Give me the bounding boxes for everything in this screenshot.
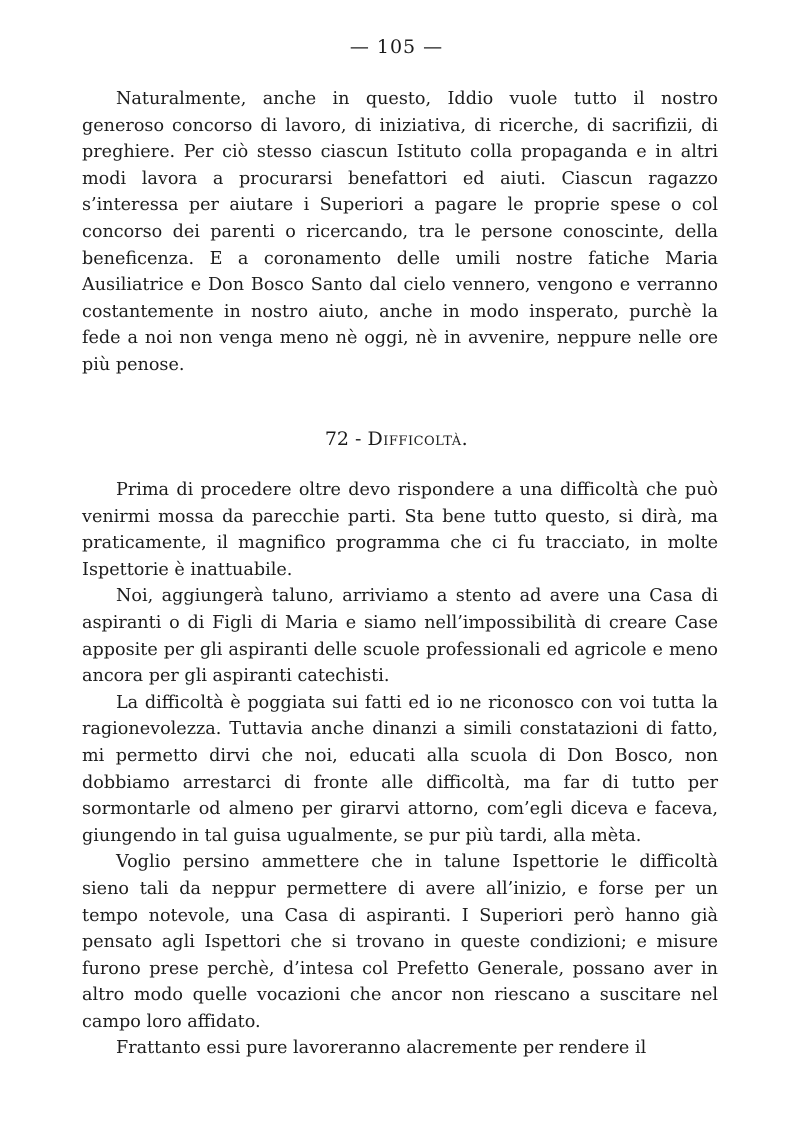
section-number: 72 - [324, 428, 362, 450]
text-block-bottom [82, 477, 718, 1062]
text-block-top [82, 86, 718, 379]
section-heading [0, 428, 793, 450]
paragraph: Prima di procedere oltre devo rispondere a una difficoltà che può venirmi mossa da parecchie parti. Sta bene tutto questo, si dirà, ma praticamente, il magnifico programma che ci fu tracciato, in molte Ispettorie è inattuabile. [82, 480, 718, 580]
paragraph: Frattanto essi pure lavoreranno alacremente per rendere il [116, 1038, 647, 1059]
paragraph: Naturalmente, anche in questo, Iddio vuole tutto il nostro generoso concorso di lavoro, di iniziativa, di ricerche, di sacrifizii, di preghiere. Per ciò stesso ciascun Istituto colla propaganda e in altri modi lavora a procurarsi benefattori ed aiuti. Ciascun ragazzo s’interessa per aiutare i Superiori a pagare le proprie spese o col concorso dei parenti o ricercando, tra le persone conoscinte, della beneficenza. E a coronamento delle umili nostre fatiche Maria Ausiliatrice e Don Bosco Santo dal cielo vennero, vengono e verranno costantemente in nostro aiuto, anche in modo insperato, purchè la fede a noi non venga meno nè oggi, nè in avvenire, neppure nelle ore più penose. [82, 89, 718, 375]
page-number: — 105 — [349, 36, 444, 58]
paragraph: Noi, aggiungerà taluno, arriviamo a stento ad avere una Casa di aspiranti o di Figli di Maria e siamo nell’impossibilità di creare Case apposite per gli aspiranti delle scuole professionali ed agricole e meno ancora per gli aspiranti catechisti. [82, 586, 718, 687]
section-title: Difficoltà. [367, 428, 469, 450]
paragraph: La difficoltà è poggiata sui fatti ed io ne riconosco con voi tutta la ragionevolezza. Tuttavia anche dinanzi a simili constatazioni di fatto, mi permetto dirvi che noi, educati alla scuola di Don Bosco, non dobbiamo arrestarci di fronte alle difficoltà, ma far di tutto per sormontarle od almeno per girarvi attorno, com’egli diceva e faceva, giungendo in tal guisa ugualmente, se pur più tardi, alla mèta. [82, 692, 718, 846]
paragraph: Voglio persino ammettere che in talune Ispettorie le difficoltà sieno tali da neppur permettere di avere all’inizio, e forse per un tempo notevole, una Casa di aspiranti. I Superiori però hanno già pensato agli Ispettori che si trovano in queste condizioni; e misure furono prese perchè, d’intesa col Prefetto Generale, possano aver in altro modo quelle vocazioni che ancor non riescano a suscitare nel campo loro affidato. [82, 852, 718, 1032]
